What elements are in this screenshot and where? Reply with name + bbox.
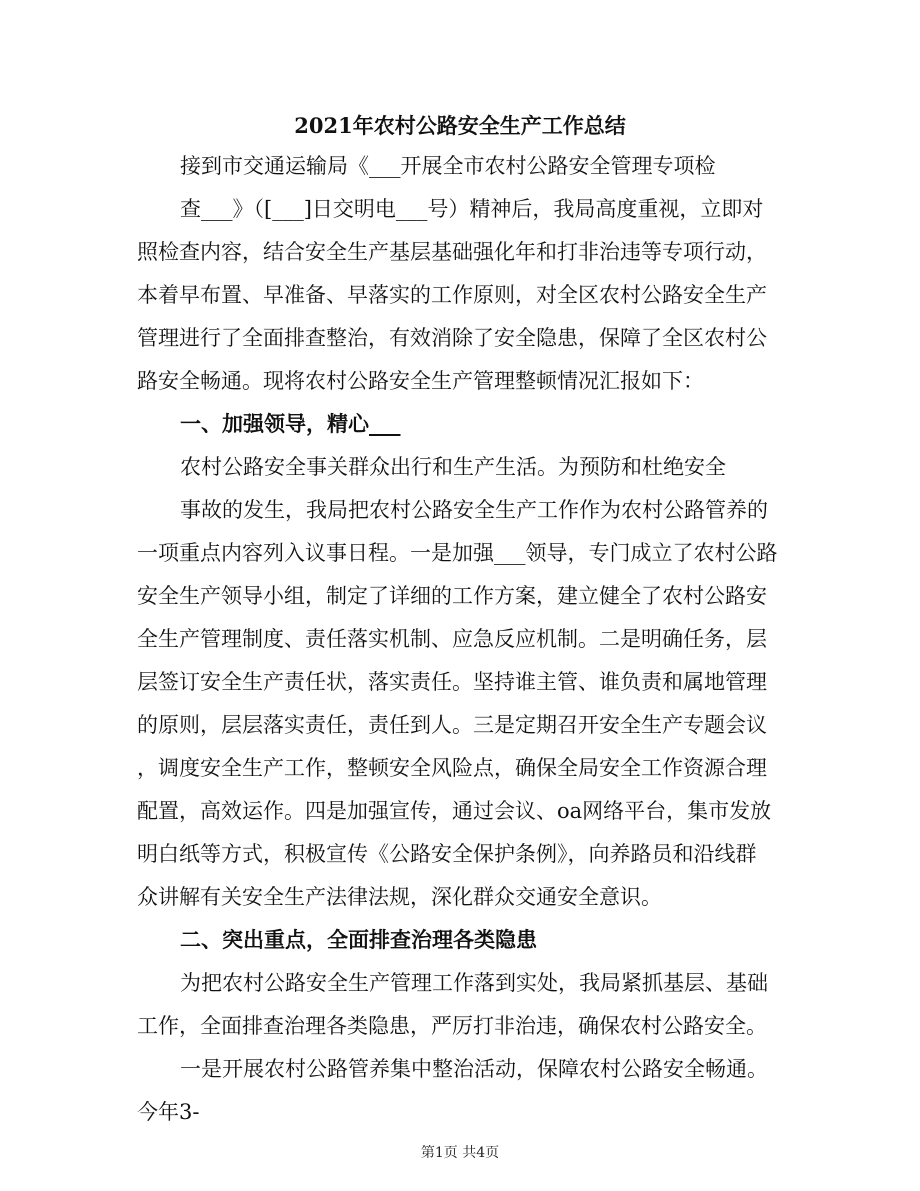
paragraph-line: 今年3-: [137, 1100, 200, 1124]
paragraph-line: 一项重点内容列入议事日程。一是加强___领导，专门成立了农村公路: [137, 541, 778, 565]
paragraph-line: 配置，高效运作。四是加强宣传，通过会议、oa网络平台，集市发放: [137, 799, 772, 823]
paragraph-line: 照检查内容，结合安全生产基层基础强化年和打非治违等专项行动，: [137, 240, 767, 264]
paragraph-line: 层签订安全生产责任状，落实责任。坚持谁主管、谁负责和属地管理: [137, 670, 767, 694]
paragraph-line: 的原则，层层落实责任，责任到人。三是定期召开安全生产专题会议: [137, 713, 767, 737]
paragraph-line: 明白纸等方式，积极宣传《公路安全保护条例》，向养路员和沿线群: [137, 842, 757, 866]
paragraph-line: 路安全畅通。现将农村公路安全生产管理整顿情况汇报如下：: [137, 369, 704, 393]
paragraph-line: ，调度安全生产工作，整顿安全风险点，确保全局安全工作资源合理: [137, 756, 767, 780]
page-footer: 第1页 共4页: [420, 1145, 500, 1161]
section-heading-2: 二、突出重点，全面排查治理各类隐患: [180, 927, 537, 952]
paragraph-line: 农村公路安全事关群众出行和生产生活。为预防和杜绝安全: [180, 455, 726, 479]
paragraph-line: 众讲解有关安全生产法律法规，深化群众交通安全意识。: [137, 885, 662, 909]
document-title: 2021年农村公路安全生产工作总结: [294, 113, 626, 138]
paragraph-line: 一是开展农村公路管养集中整治活动，保障农村公路安全畅通。: [180, 1057, 768, 1081]
section-heading-1: 一、加强领导，精心___: [180, 411, 401, 436]
paragraph-line: 本着早布置、早准备、早落实的工作原则，对全区农村公路安全生产: [137, 283, 767, 307]
paragraph-line: 为把农村公路安全生产管理工作落到实处，我局紧抓基层、基础: [180, 971, 768, 995]
paragraph-line: 安全生产领导小组，制定了详细的工作方案，建立健全了农村公路安: [137, 584, 767, 608]
paragraph-line: 接到市交通运输局《___开展全市农村公路安全管理专项检: [180, 154, 716, 178]
paragraph-line: 工作，全面排查治理各类隐患，严厉打非治违，确保农村公路安全。: [137, 1014, 767, 1038]
paragraph-line: 管理进行了全面排查整治，有效消除了安全隐患，保障了全区农村公: [137, 326, 767, 350]
paragraph-line: 事故的发生，我局把农村公路安全生产工作作为农村公路管养的: [180, 498, 768, 522]
paragraph-line: 查___》（[___]日交明电___号）精神后，我局高度重视，立即对: [180, 197, 764, 221]
paragraph-line: 全生产管理制度、责任落实机制、应急反应机制。二是明确任务，层: [137, 627, 767, 651]
